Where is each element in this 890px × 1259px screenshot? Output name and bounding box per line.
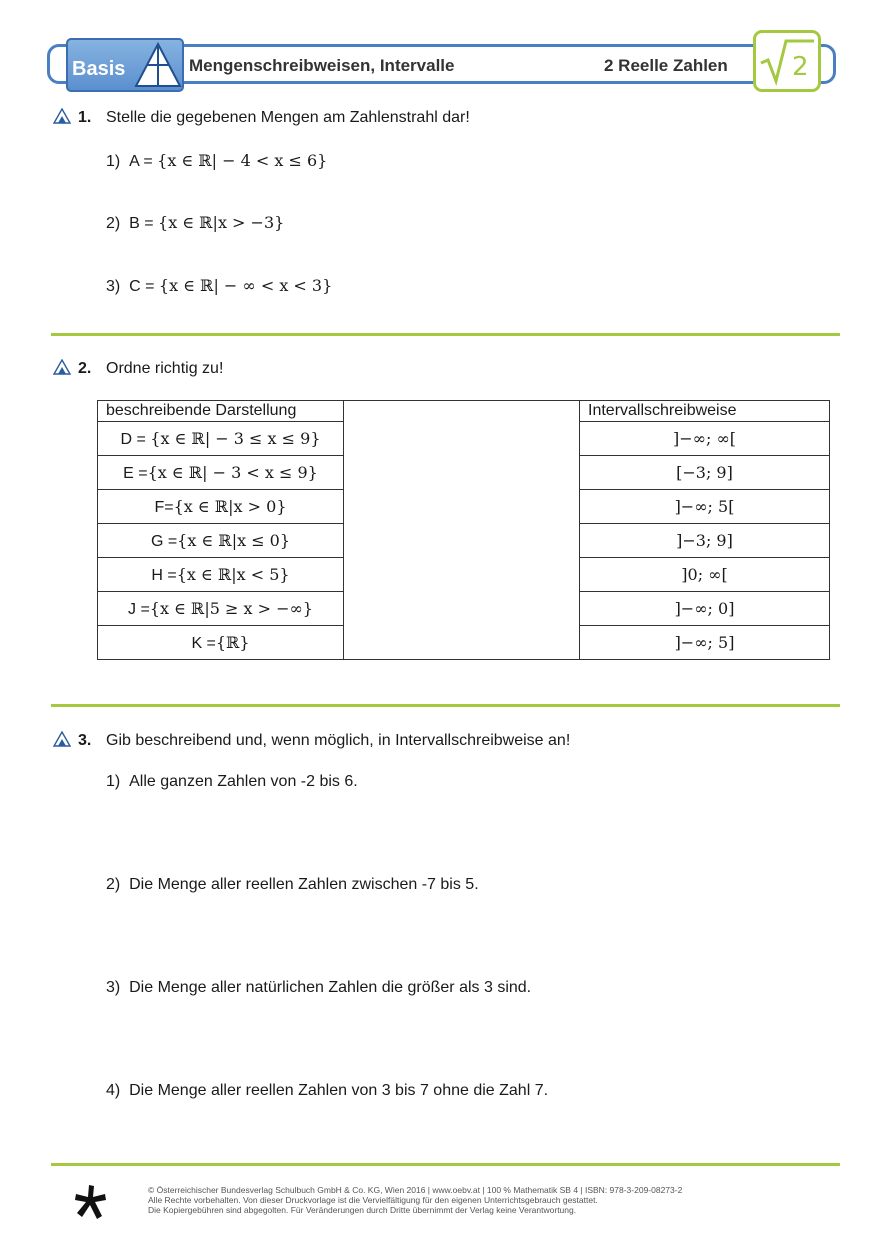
task3-item: 4) Die Menge aller reellen Zahlen von 3 bis 7 ohne die Zahl 7. [106,1082,549,1099]
footer-divider [51,1163,840,1166]
chapter-label: 2 Reelle Zahlen [604,56,728,75]
svg-text:2: 2 [792,52,809,82]
task1-number: 1. [78,109,92,126]
basis-level-icon [53,108,71,124]
task1-item: 2) B = {x ∈ ℝ|x > −3} [106,213,285,232]
basis-label: Basis [72,58,126,80]
task1-item: 1) A = {x ∈ ℝ| − 4 < x ≤ 6} [106,151,328,170]
section-divider [51,704,840,707]
task1-instruction: Stelle die gegebenen Mengen am Zahlenstrahl dar! [106,109,470,126]
task2-number: 2. [78,360,92,377]
task3-item: 2) Die Menge aller reellen Zahlen zwischen -7 bis 5. [106,876,479,893]
section-divider [51,333,840,336]
table-row: E ={x ∈ ℝ| − 3 < x ≤ 9} [−3; 9] [98,456,830,490]
table-header-row [98,401,830,422]
header-rule-bottom [185,81,750,84]
table-row: D = {x ∈ ℝ| − 3 ≤ x ≤ 9} ]−∞; ∞[ [98,422,830,456]
table-row: F={x ∈ ℝ|x > 0} ]−∞; 5[ [98,490,830,524]
task3-number: 3. [78,732,92,749]
publisher-logo-icon [72,1183,110,1221]
table-header-right: Intervallschreibweise [580,401,830,422]
sqrt-logo [753,30,821,92]
page-title: Mengenschreibweisen, Intervalle [189,56,455,75]
basis-level-icon [53,359,71,375]
table-row: J ={x ∈ ℝ|5 ≥ x > −∞} ]−∞; 0] [98,592,830,626]
table-header-left: beschreibende Darstellung [98,401,344,422]
matching-table [97,400,830,660]
footer-copyright: © Österreichischer Bundesverlag Schulbuch GmbH & Co. KG, Wien 2016 | www.oebv.at | 100 % Mathematik SB 4 | ISBN: 978-3-209-08273-2 Alle Rechte vorbehalten. Von dieser Druckvorlage ist die Vervielfältigung für den eigenen Unterrichtsgebrauch gestattet. Die Kopiergebühren sind abgegolten. Für Veränderungen durch Dritte übernimmt der Verlag keine Verantwortung. [148,1185,683,1215]
task3-item: 3) Die Menge aller natürlichen Zahlen die größer als 3 sind. [106,979,532,996]
table-row: K ={ℝ} ]−∞; 5] [98,626,830,660]
header-rule-top [185,44,750,47]
task2-instruction: Ordne richtig zu! [106,360,224,377]
task3-instruction: Gib beschreibend und, wenn möglich, in Intervallschreibweise an! [106,732,571,749]
basis-level-icon [53,731,71,747]
table-row: H ={x ∈ ℝ|x < 5} ]0; ∞[ [98,558,830,592]
task3-item: 1) Alle ganzen Zahlen von -2 bis 6. [106,773,358,790]
table-row: G ={x ∈ ℝ|x ≤ 0} ]−3; 9] [98,524,830,558]
task1-item: 3) C = {x ∈ ℝ| − ∞ < x < 3} [106,276,333,295]
matching-space [344,401,580,660]
